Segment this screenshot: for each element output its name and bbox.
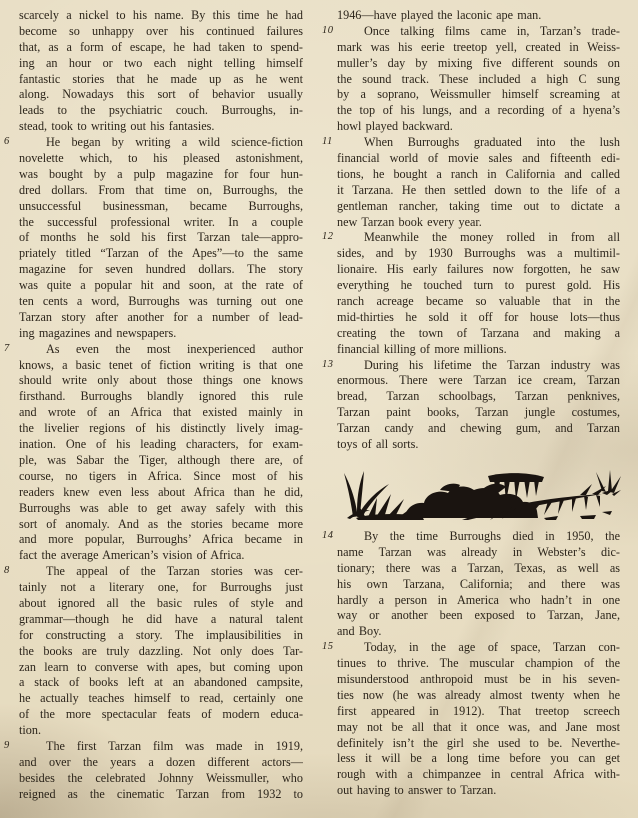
text-line: may not be all that it once was, and Jane most [337,719,620,734]
jungle-foliage-illustration [344,466,620,520]
paragraph-number: 15 [322,641,334,653]
text-line: muller’s day by mixing five different sounds on [337,55,620,70]
text-line: and more popular, Burroughs’ Africa became in [19,532,303,547]
paragraph [4,738,303,803]
text-line: ination. One of his leading characters, for exam- [19,437,303,452]
text-line: and wrote of an Africa that existed mainly in [19,405,303,420]
text-line: of months he sold his first Tarzan tale—appro- [19,230,303,245]
paragraph [322,230,620,357]
text-line: the sound track. These included a high C sung [337,71,620,86]
text-line: tionary; there was a Tarzan, Texas, as well as [337,560,620,575]
paragraph [337,8,620,24]
text-line: was bought by a pulp magazine for four hun- [19,166,303,181]
text-line: name Tarzan was already in Webster’s dic- [337,544,620,559]
text-line: As even the most inexperienced author [46,341,303,356]
text-line: less it will be a long time before you can get [337,751,620,766]
text-line: stead, took to writing out his fantasies. [19,119,215,134]
text-line: rough with a chimpanzee in central Africa with- [337,767,620,782]
text-line: that, as a form of escape, he had taken to spend- [19,39,303,54]
text-line: the successful professional writer. In a couple [19,214,303,229]
text-line: was quite a popular hit and soon, at the rate of [19,278,303,293]
paragraph-number: 12 [322,231,334,243]
text-line: readers knew even less about Africa than he did, [19,484,303,499]
text-line: should write only about those things one knows [19,373,303,388]
text-line: leads to the psychiatric couch. Burroughs, in- [19,103,303,118]
text-line: Once talking films came in, Tarzan’s trade- [364,23,620,38]
text-line: Today, in the age of space, Tarzan con- [364,640,620,655]
text-line: besides the celebrated Johnny Weissmuller, who [19,770,303,785]
text-line: Meanwhile the money rolled in from all [364,230,620,245]
text-line: 1946—have played the laconic ape man. [337,8,542,22]
text-line: of the more spectacular feats of modern educa- [19,707,303,722]
paragraph [4,564,303,739]
text-line: When Burroughs graduated into the lush [364,135,620,150]
text-line: financial world of movie sales and fifteenth edi- [337,151,620,166]
text-line: everything he touched turn to purest gold. His [337,278,620,293]
text-line: the top of his lungs, and a recording of a hyena’s [337,103,620,118]
text-line: creating the town of Tarzana and making a [337,325,620,340]
text-line: he actually teaches himself to read, certainly one [19,691,303,706]
text-line: ties now (he was already almost twenty when he [337,687,620,702]
text-line: The first Tarzan film was made in 1919, [46,738,303,753]
text-line: tinues to thrive. The muscular champion of the [337,656,620,671]
text-line: howl played backward. [337,119,453,134]
text-line: During his lifetime the Tarzan industry was [364,357,620,372]
text-line: about ignored all the basic rules of style and [19,595,303,610]
text-line: ing magazines and newspapers. [19,325,177,340]
text-line: by a soprano, Weissmuller himself screaming at [337,87,620,102]
paragraph [322,640,620,799]
text-line: sides, and by 1930 Burroughs was a multimil- [337,246,620,261]
left-text-column [4,8,303,803]
text-line: course, no tigers in Africa. Since most of his [19,468,303,483]
text-line: fantastic stories that he made up as he went [19,71,303,86]
right-text-column [322,8,620,799]
text-line: toys of all sorts. [337,437,419,452]
text-line: sort of anomaly. And as the stories became more [19,516,303,531]
paragraph [4,341,303,564]
text-line: ple, was Sabar the Tiger, although there are, of [19,452,303,467]
paragraph-number: 13 [322,358,334,370]
text-line: knows, a basic tenet of fiction writing is that one [19,357,303,372]
text-line: novelette which, to his pleased astonishment, [19,151,303,166]
paragraph [322,23,620,135]
text-line: Tarzan paint books, Tarzan jungle costumes, [337,405,620,420]
paragraph [322,528,620,640]
paragraph [322,357,620,453]
text-line: fact the average American’s vision of Africa. [19,548,245,563]
text-line: dred dollars. From that time on, Burroughs, the [19,182,303,197]
text-line: The appeal of the Tarzan stories was cer- [46,564,303,579]
paragraph-number: 10 [322,24,334,36]
text-line: gentleman rancher, taking time out to dictate a [337,198,620,213]
text-line: the books are truly dazzling. Not only does Tar- [19,643,303,658]
text-line: unsuccessful businessman, became Burroughs, [19,198,303,213]
text-line: By the time Burroughs died in 1950, the [364,528,620,543]
text-line: priately titled “Tarzan of the Apes”—to the same [19,246,303,261]
text-line: grammar—though he did have a natural talent [19,611,303,626]
text-line: the livelier regions of his distinctly lively imag- [19,421,303,436]
text-line: along. Nowadays this sort of behavior usually [19,87,303,102]
text-line: mark was his eerie treetop yell, created in Weiss- [337,39,620,54]
text-line: first appeared in 1912). That treetop screech [337,703,620,718]
paragraph-number: 11 [322,136,333,148]
paragraph [19,8,303,135]
paragraph-number: 9 [4,739,10,751]
text-line: Tarzan story after another for a number of lead- [19,309,303,324]
paragraph-number: 7 [4,342,10,354]
text-line: scarcely a nickel to his name. By this time he had [19,8,303,22]
text-line: a stack of books left at an abandoned campsite, [19,675,303,690]
text-line: tainly not a literary one, for Burroughs just [19,580,303,595]
text-line: tions, he bought a ranch in California and called [337,166,620,181]
text-line: He began by writing a wild science-fiction [46,135,303,150]
text-line: magazine for seven hundred dollars. The story [19,262,303,277]
paragraph [322,135,620,230]
text-line: reigned as the cinematic Tarzan from 1932 to [19,786,303,801]
text-line: tion. [19,723,42,738]
text-line: and Boy. [337,624,382,639]
text-line: Tarzan candy and chewing gum, and Tarzan [337,421,620,436]
text-line: hardly a person in America who hadn’t in one [337,592,620,607]
paragraph-number: 6 [4,136,10,148]
jungle-foliage-silhouette-svg [344,466,621,520]
text-line: misunderstood anthropoid must be in his seven- [337,671,620,686]
text-line: it Tarzana. He then settled down to the life of a [337,182,620,197]
text-line: bread, Tarzan schoolbags, Tarzan penknives, [337,389,620,404]
text-line: Burroughs was able to get away safely with this [19,500,303,515]
paragraph [4,135,303,342]
text-line: out having to answer to Tarzan. [337,783,497,798]
text-line: for constructing a story. The implausibilities in [19,627,303,642]
text-line: new Tarzan book every year. [337,214,482,229]
text-line: and over the years a dozen different actors— [19,754,303,769]
text-line: lionaire. His early failures now forgotten, he saw [337,262,620,277]
text-line: ing an hour or two each night telling himself [19,55,303,70]
text-line: his own Tarzana, California; and there was [337,576,620,591]
text-line: mid-thirties he sold it off for house lots—thus [337,309,620,324]
paragraph-number: 8 [4,565,10,577]
text-line: ten cents a word, Burroughs was turning out one [19,294,303,309]
text-line: firsthand. Burroughs blandly ignored this rule [19,389,303,404]
text-line: ranch acreage became so valuable that in the [337,294,620,309]
text-line: definitely isn’t the girl she used to be. Neverthe- [337,735,620,750]
text-line: become so unhappy over his continued failures [19,23,303,38]
text-line: enormous. There were Tarzan ice cream, Tarzan [337,373,620,388]
text-line: financial killing of more millions. [337,341,507,356]
text-line: zan learn to converse with apes, but coming upon [19,659,303,674]
text-line: way or another been exposed to Tarzan, Jane, [337,608,620,623]
paragraph-number: 14 [322,529,334,541]
